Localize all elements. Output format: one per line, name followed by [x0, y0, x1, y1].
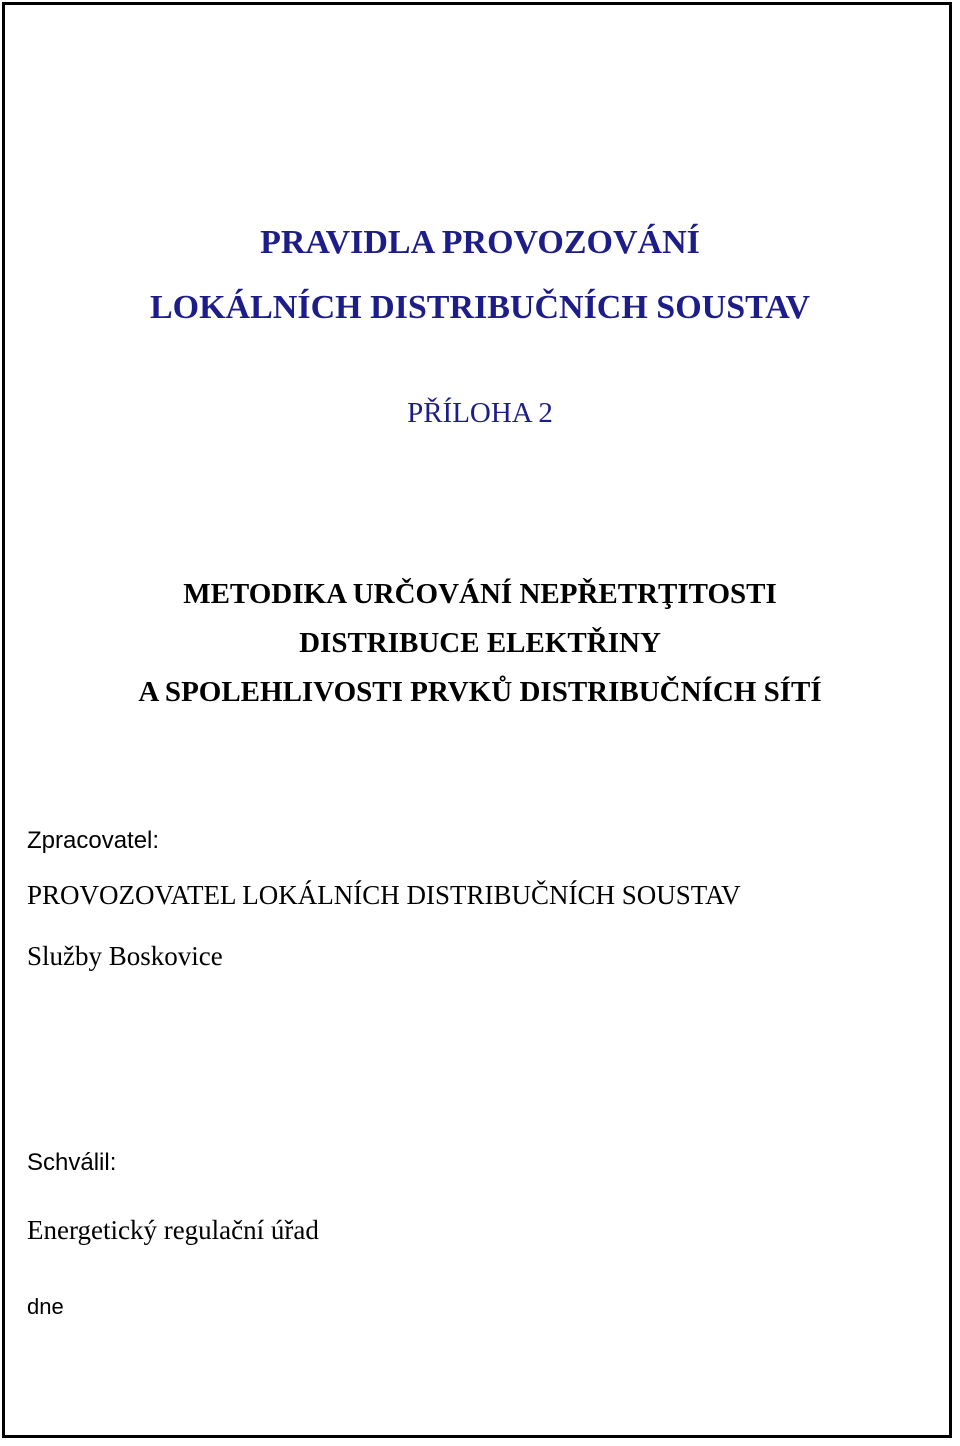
- subtitle-line-3: A SPOLEHLIVOSTI PRVKŮ DISTRIBUČNÍCH SÍTÍ: [138, 676, 822, 708]
- subtitle-line-2: DISTRIBUCE ELEKTŘINY: [299, 627, 661, 659]
- processor-label: Zpracovatel:: [27, 827, 160, 854]
- approval-date-label: dne: [27, 1294, 64, 1319]
- processor-name: PROVOZOVATEL LOKÁLNÍCH DISTRIBUČNÍCH SOUSTAV: [27, 880, 741, 910]
- approval-authority: Energetický regulační úřad: [27, 1215, 319, 1245]
- document-title-line-1: PRAVIDLA PROVOZOVÁNÍ: [260, 224, 700, 261]
- processor-organization: Služby Boskovice: [27, 941, 223, 971]
- subtitle-line-1: METODIKA URČOVÁNÍ NEPŘETRŢITOSTI: [183, 578, 777, 610]
- document-title-line-2: LOKÁLNÍCH DISTRIBUČNÍCH SOUSTAV: [149, 289, 810, 326]
- approval-label: Schválil:: [27, 1149, 117, 1176]
- annex-label: PŘÍLOHA 2: [407, 397, 553, 429]
